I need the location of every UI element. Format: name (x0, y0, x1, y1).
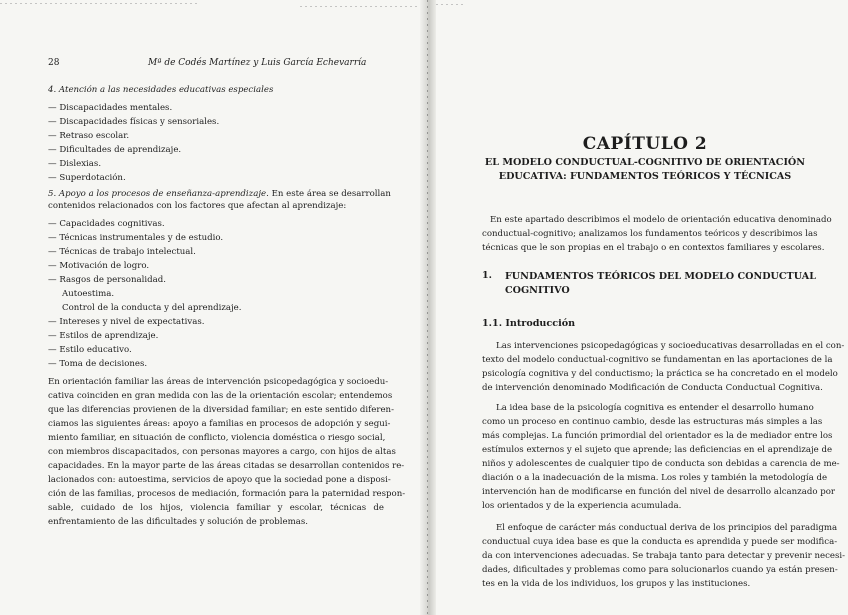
chapter-subtitle-line2: EDUCATIVA: FUNDAMENTOS TEÓRICOS Y TÉCNICAS (498, 171, 792, 182)
list-item: — Dificultades de aprendizaje. (48, 145, 182, 155)
paragraph-line: miento familiar, en situación de conflicto, violencia doméstica o riesgo social, (48, 433, 386, 443)
paragraph-line: texto del modelo conductual-cognitivo se fundamentan en las aportaciones de la (482, 355, 833, 365)
section5-intro-line2: contenidos relacionados con los factores que afectan al aprendizaje: (48, 201, 347, 211)
intro-line: conductual-cognitivo; analizamos los fundamentos teóricos y describimos las (482, 229, 818, 239)
list-item: — Rasgos de personalidad. (48, 275, 166, 285)
list-subitem: Autoestima. (62, 289, 115, 299)
section-title-line2: COGNITIVO (505, 285, 570, 296)
running-head: Mª de Codés Martínez y Luis García Echevarría (148, 58, 367, 68)
list-item: — Capacidades cognitivas. (48, 219, 165, 229)
scan-noise-top-right (436, 4, 466, 5)
list-item: — Estilo educativo. (48, 345, 132, 355)
paragraph-line: como un proceso en continuo cambio, desde las estructuras más simples a las (482, 417, 823, 427)
chapter-label: CAPÍTULO 2 (582, 134, 708, 154)
paragraph-line: ción de las familias, procesos de mediación, formación para la paternidad respon- (48, 489, 406, 499)
subsection-title: 1.1. Introducción (482, 318, 576, 329)
paragraph-line: niños y adolescentes de cualquier tipo de conducta son debidas a carencia de me- (482, 459, 840, 469)
paragraph-line: dades, dificultades y problemas como para solucionarlos cuando ya están presen- (482, 565, 838, 575)
list-item: — Superdotación. (48, 173, 126, 183)
paragraph-line: En orientación familiar las áreas de intervención psicopedagógica y socioedu- (48, 377, 389, 387)
paragraph-line: capacidades. En la mayor parte de las áreas citadas se desarrollan contenidos re- (48, 461, 405, 471)
page-number: 28 (48, 58, 60, 68)
list-subitem: Control de la conducta y del aprendizaje. (62, 303, 242, 313)
paragraph-line: intervención han de modificarse en función del nivel de desarrollo alcanzado por (482, 487, 836, 497)
paragraph-line: estímulos externos y el sujeto que aprende; las deficiencias en el aprendizaje de (482, 445, 833, 455)
paragraph-line: da con intervenciones adecuadas. Se trabaja tanto para detectar y prevenir necesi- (482, 551, 846, 561)
list-item: — Retraso escolar. (48, 131, 130, 141)
list-item: — Intereses y nivel de expectativas. (48, 317, 205, 327)
section4-heading: 4. Atención a las necesidades educativas especiales (48, 85, 274, 95)
list-item: — Discapacidades físicas y sensoriales. (48, 117, 220, 127)
chapter-subtitle-line1: EL MODELO CONDUCTUAL-COGNITIVO DE ORIENTACIÓN (484, 157, 806, 168)
scan-noise-top-mid (300, 6, 420, 7)
intro-line: técnicas que le son propias en el trabajo o en contextos familiares y escolares. (482, 243, 825, 253)
book-gutter (420, 0, 436, 615)
list-item: — Motivación de logro. (48, 261, 150, 271)
paragraph-line: enfrentamiento de las dificultades y solución de problemas. (48, 517, 309, 527)
paragraph-line: lacionados con: autoestima, servicios de apoyo que la sociedad pone a disposi- (48, 475, 391, 485)
paragraph-line: La idea base de la psicología cognitiva es entender el desarrollo humano (496, 403, 814, 413)
paragraph-line: cativa coinciden en gran medida con las de la orientación escolar; entendemos (48, 391, 393, 401)
section5-heading-line (48, 188, 391, 201)
section-title-line1: FUNDAMENTOS TEÓRICOS DEL MODELO CONDUCTUAL (505, 271, 816, 282)
list-item: — Técnicas instrumentales y de estudio. (48, 233, 224, 243)
paragraph-line: más complejas. La función primordial del orientador es la de mediador entre los (482, 431, 833, 441)
list-item: — Técnicas de trabajo intelectual. (48, 247, 196, 257)
paragraph-line: El enfoque de carácter más conductual deriva de los principios del paradigma (496, 523, 838, 533)
list-item: — Toma de decisiones. (48, 359, 148, 369)
list-item: — Estilos de aprendizaje. (48, 331, 159, 341)
intro-line: En este apartado describimos el modelo de orientación educativa denominado (490, 215, 832, 225)
list-item: — Dislexias. (48, 159, 102, 169)
paragraph-line: tes en la vida de los individuos, los grupos y las instituciones. (482, 579, 751, 589)
paragraph-line: de intervención denominado Modificación de Conducta Conductual Cognitiva. (482, 383, 823, 393)
paragraph-line: los orientados y de la experiencia acumulada. (482, 501, 682, 511)
paragraph-line: psicología cognitiva y del conductismo; la práctica se ha concretado en el modelo (482, 369, 838, 379)
paragraph-line: ciamos las siguientes áreas: apoyo a familias en procesos de adopción y segui- (48, 419, 391, 429)
paragraph-line: que las diferencias provienen de la diversidad familiar; en este sentido diferen- (48, 405, 394, 415)
paragraph-line: Las intervenciones psicopedagógicas y socioeducativas desarrolladas en el con- (496, 341, 845, 351)
section5-heading: 5. Apoyo a los procesos de enseñanza-aprendizaje. (48, 189, 269, 199)
paragraph-line: con miembros discapacitados, con personas mayores a cargo, con hijos de altas (48, 447, 396, 457)
paragraph-line: conductual cuya idea base es que la conducta es aprendida y puede ser modifica- (482, 537, 838, 547)
section-number: 1. (482, 270, 493, 281)
list-item: — Discapacidades mentales. (48, 103, 173, 113)
paragraph-line: sable, cuidado de los hijos, violencia familiar y escolar, técnicas de (48, 503, 384, 513)
scan-noise-top-left (0, 3, 200, 4)
section5-intro: En este área se desarrollan (271, 189, 391, 199)
paragraph-line: diación o a la inadecuación de la misma. Los roles y también la metodología de (482, 473, 828, 483)
